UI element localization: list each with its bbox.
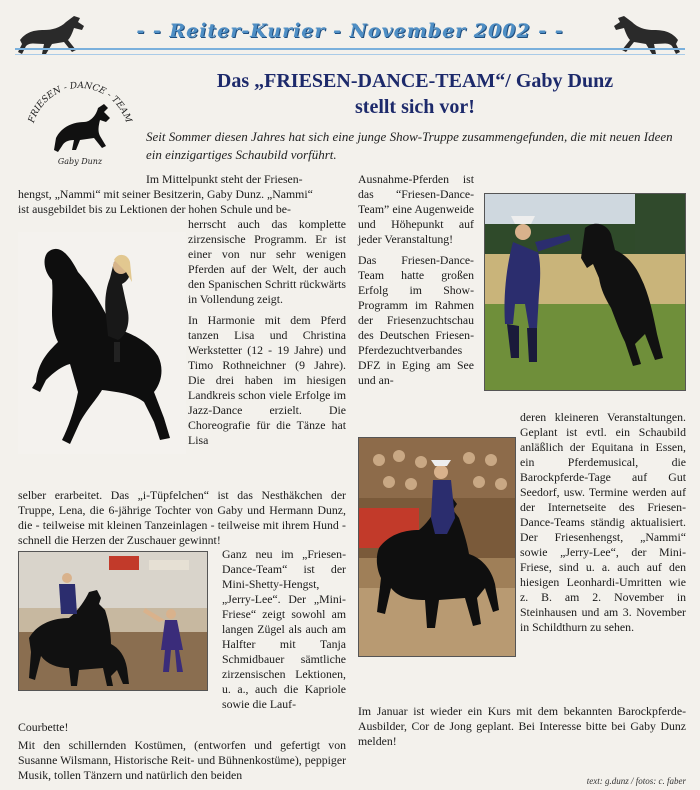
logo-signature: Gaby Dunz: [57, 157, 103, 166]
header-banner: [0, 0, 700, 62]
col1-right-paragraph-1: herrscht auch das komplette zirzensische Programm. Er ist einer von nur sehr wenigen Pferden auf der Welt, der auch den Spanischen Schritt rückwärts in Vollendung zeigt.: [188, 217, 346, 306]
col1-wide-paragraph: selber erarbeitet. Das „i-Tüpfelchen“ ist das Nesthäkchen der Truppe, Lena, die 6-jährige Tochter von Gaby und Hermann Dunz, die - teilweise mit kleinen Tanzeinlagen - teilweise mit ihrem Hund - schnell die Herzen der Zuschauer gewinnt!: [18, 488, 346, 547]
col2-paragraph-1: Ausnahme-Pferden ist das “Friesen-Dance-Team” eine Augenweide und Höhepunkt auf jeder Veranstaltung!: [358, 172, 474, 246]
article-intro: Seit Sommer diesen Jahres hat sich eine junge Show-Truppe zusammengefunden, die mit neuen Ideen ein einzigartiges Schaubild vorführt.: [146, 129, 673, 162]
col1-end-line: Courbette!: [18, 720, 69, 734]
team-logo: [18, 66, 142, 170]
logo-graphic: [18, 66, 142, 170]
article-title-line1: Das „FRIESEN-DANCE-TEAM“/ Gaby Dunz: [216, 70, 614, 92]
photo-credit: text: g.dunz / fotos: c. faber: [586, 776, 686, 786]
logo-horse-icon: [54, 104, 110, 152]
article-title-line2: stellt sich vor!: [355, 96, 475, 118]
col3-text-block: deren kleineren Veranstaltungen. Geplant ist evtl. ein Schaubild anläßlich der Equitana in Essen, ein Pferdemusical, die Barockpferde-Tage auf Gut Seedorf, usw. Termine werden auf der Internetseite des Friesen-Dance-Teams ständig aktualisiert. Der Friesenhengst, „Nammi“ sowie „Jerry-Lee“, der Mini-Friese, sind u. a. auch auf den hiesigen Leonhardi-Umritten wie z. B. am 2. November in Steinhausen und am 3. November in Schildthurn zu sehen.: [520, 410, 686, 634]
logo-arc-text: FRIESEN - DANCE - TEAM: [27, 80, 134, 125]
col1-line3: ist ausgebildet bis zu Lektionen der hohen Schule und be-: [18, 202, 291, 216]
photo-rearing-horse: [18, 232, 186, 454]
col1-line2: hengst, „Nammi“ mit seiner Besitzerin, Gaby Dunz. „Nammi“: [18, 187, 313, 201]
col1-bottom-paragraph: Mit den schillernden Kostümen, (entworfen und gefertigt von Susanne Wilsmann, Historische Reit- und Bühnenkostüme), peppiger Musik, tollen Tänzern und natürlich den beiden: [18, 738, 346, 782]
banner-rule-bottom: [15, 54, 685, 55]
col1-right-block: [188, 217, 346, 448]
col1-mid-paragraph: Ganz neu im „Friesen-Dance-Team“ ist der Mini-Shetty-Hengst, „Jerry-Lee“. Der „Mini-Friese“ zeigt sowohl am langen Zügel als auch am Halfter mit Tanja Schmidbauer sämtliche zirzensischen Lektionen, u. a., auch die Kapriole sowie die Lauf-: [222, 547, 346, 711]
col2-text-block: [358, 172, 474, 388]
photo-mini-shetty-arena: [18, 551, 208, 691]
col2-paragraph-2: Das Friesen-Dance-Team hatte großen Erfolg im Show-Programm im Rahmen der Friesenzuchtschau des Deutschen Friesen-Pferdezuchtverbandes DFZ in Eging am See und an-: [358, 253, 474, 387]
col1-right-paragraph-2: In Harmonie mit dem Pferd tanzen Lisa und Christina Werkstetter (12 - 19 Jahre) und Timo Rothneichner (9 Jahre). Die drei haben im hiesigen Landkreis schon viele Erfolge im Jazz-Dance erzielt. Die Choreografie für die Tänze hat Lisa: [188, 313, 346, 447]
banner-title: - - Reiter-Kurier - November 2002 - -: [136, 20, 564, 42]
banner-rule-top: [15, 48, 685, 50]
col1-top-line: Im Mittelpunkt steht der Friesen-: [146, 172, 303, 186]
photo-costume-rearing-outdoor: [484, 193, 686, 391]
col3-bottom-paragraph: Im Januar ist wieder ein Kurs mit dem bekannten Barockpferde-Ausbilder, Cor de Jong geplant. Bei Interesse bitte bei Gaby Dunz melden!: [358, 704, 686, 748]
photo-arena-rider: [358, 437, 516, 657]
